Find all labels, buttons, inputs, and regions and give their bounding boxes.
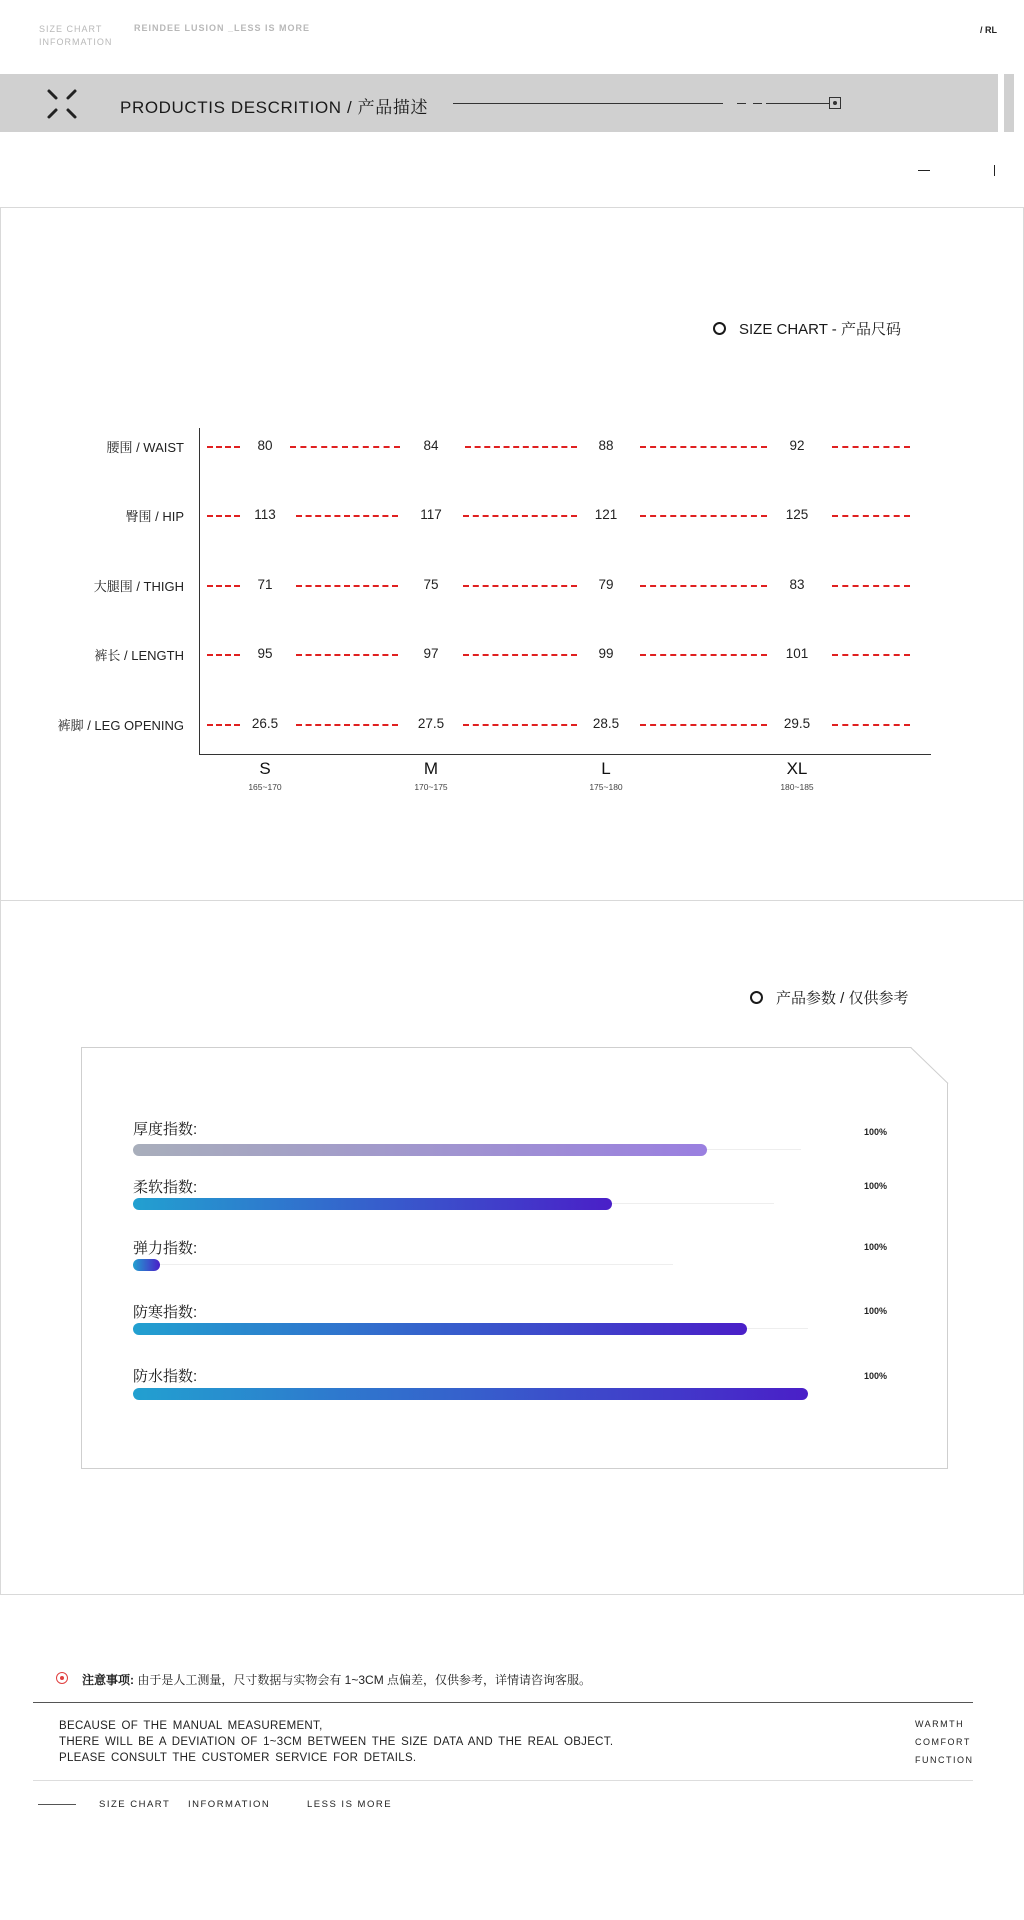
cell-value: 80 (257, 438, 273, 453)
row-label: 腰围 / WAIST (106, 440, 184, 455)
cell-value: 88 (598, 438, 614, 453)
cell-value: 92 (789, 438, 805, 453)
params-title-text: 产品参数 / 仅供参考 (776, 990, 909, 1007)
param-label: 柔软指数: (133, 1179, 198, 1196)
band-title: PRODUCTIS DESCRITION / 产品描述 (120, 98, 429, 117)
param-bar-fill (133, 1388, 808, 1400)
param-label: 厚度指数: (133, 1121, 198, 1138)
cell-value: 26.5 (251, 716, 279, 731)
params-card (81, 1047, 948, 1469)
dash-segment (296, 515, 398, 517)
cell-value: 75 (423, 577, 439, 592)
size-chart-panel (0, 207, 1024, 901)
note-en-line-3: PLEASE CONSULT THE CUSTOMER SERVICE FOR DETAILS. (59, 1752, 417, 1764)
cell-value: 101 (785, 646, 809, 661)
dash-segment (296, 654, 398, 656)
bar-mark-icon (994, 165, 995, 176)
note-body: 由于是人工测量，尺寸数据与实物会有 1~3CM 点偏差，仅供参考，详情请咨询客服。 (137, 1673, 592, 1687)
dash-segment (290, 446, 400, 448)
dash-segment (832, 446, 910, 448)
cell-value: 125 (785, 507, 809, 522)
param-label: 防水指数: (133, 1368, 198, 1385)
size-range: 170~175 (414, 782, 448, 792)
row-label: 大腿围 / THIGH (93, 579, 184, 594)
note-label: 注意事项: (82, 1673, 134, 1687)
param-percent: 100% (864, 1306, 888, 1316)
header-corner-mark: / RL (980, 25, 997, 35)
circle-icon (750, 991, 763, 1004)
dash-segment (296, 724, 398, 726)
dash-segment (832, 585, 910, 587)
chart-axis-horizontal (199, 754, 931, 755)
dash-segment (463, 515, 577, 517)
param-bar-fill (133, 1144, 707, 1156)
dash-segment (832, 515, 910, 517)
minus-mark-icon (918, 170, 930, 171)
dash-segment (640, 585, 767, 587)
param-percent: 100% (864, 1127, 888, 1137)
dash-segment (463, 585, 577, 587)
cell-value: 29.5 (783, 716, 811, 731)
param-percent: 100% (864, 1371, 888, 1381)
footer-divider (33, 1780, 973, 1781)
dash-segment (465, 446, 577, 448)
row-label: 臀围 / HIP (125, 509, 184, 524)
footer-word-size-chart: SIZE CHART (99, 1799, 171, 1810)
band-dash-2 (753, 103, 762, 104)
cell-value: 83 (789, 577, 805, 592)
params-title (750, 987, 909, 1008)
note-en-line-1: BECAUSE OF THE MANUAL MEASUREMENT, (59, 1720, 323, 1732)
size-label: S (259, 759, 271, 778)
header-tag-line2: INFORMATION (39, 37, 113, 47)
dash-segment (832, 724, 910, 726)
param-bar-fill (133, 1198, 612, 1210)
cell-value: 113 (254, 507, 276, 522)
footer-word-less-is-more: LESS IS MORE (307, 1799, 393, 1810)
cell-value: 28.5 (592, 716, 620, 731)
param-label: 弹力指数: (133, 1240, 198, 1257)
cell-value: 99 (598, 646, 614, 661)
side-word-warmth: WARMTH (915, 1719, 965, 1729)
dash-segment (463, 654, 577, 656)
cell-value: 84 (423, 438, 439, 453)
band-end-marker-icon (829, 97, 841, 109)
cell-value: 97 (423, 646, 439, 661)
header-brand-line: REINDEE LUSION _LESS IS MORE (134, 23, 311, 33)
size-chart-title (713, 318, 901, 339)
notes-divider (33, 1702, 973, 1703)
param-bar-fill (133, 1323, 747, 1335)
size-label: XL (786, 759, 808, 778)
param-bar-fill (133, 1259, 160, 1271)
band-end-line (766, 103, 829, 104)
dash-segment (640, 724, 767, 726)
note-text (82, 1671, 591, 1688)
cell-value: 79 (598, 577, 614, 592)
dash-segment (296, 585, 398, 587)
cell-value: 95 (257, 646, 273, 661)
size-label: M (423, 759, 439, 778)
param-percent: 100% (864, 1242, 888, 1252)
param-percent: 100% (864, 1181, 888, 1191)
cell-value: 27.5 (417, 716, 445, 731)
target-icon (56, 1672, 68, 1684)
collapse-arrows-icon (46, 88, 78, 120)
dash-segment (463, 724, 577, 726)
cell-value: 117 (420, 507, 442, 522)
footer-word-information: INFORMATION (188, 1799, 271, 1810)
cell-value: 71 (257, 577, 273, 592)
param-label: 防寒指数: (133, 1304, 198, 1321)
band-divider-line (453, 103, 723, 104)
header-tag-line1: SIZE CHART (39, 24, 103, 34)
cell-value: 121 (594, 507, 618, 522)
dash-segment (640, 515, 767, 517)
dash-segment (832, 654, 910, 656)
size-range: 180~185 (780, 782, 814, 792)
size-label: L (601, 759, 611, 778)
title-band-tail (1004, 74, 1014, 132)
dash-segment (640, 446, 767, 448)
row-label: 裤长 / LENGTH (94, 648, 184, 663)
row-label: 裤脚 / LEG OPENING (57, 718, 184, 733)
band-dash-1 (737, 103, 746, 104)
side-word-function: FUNCTION (915, 1755, 974, 1765)
size-chart-title-text: SIZE CHART - 产品尺码 (739, 321, 901, 338)
size-range: 175~180 (589, 782, 623, 792)
note-en-line-2: THERE WILL BE A DEVIATION OF 1~3CM BETWEEN THE SIZE DATA AND THE REAL OBJECT. (59, 1736, 614, 1748)
side-word-comfort: COMFORT (915, 1737, 971, 1747)
size-range: 165~170 (248, 782, 282, 792)
footer-line (38, 1804, 76, 1805)
dash-segment (640, 654, 767, 656)
circle-icon (713, 322, 726, 335)
chart-axis-vertical (199, 428, 200, 755)
param-bar-track (133, 1264, 673, 1265)
